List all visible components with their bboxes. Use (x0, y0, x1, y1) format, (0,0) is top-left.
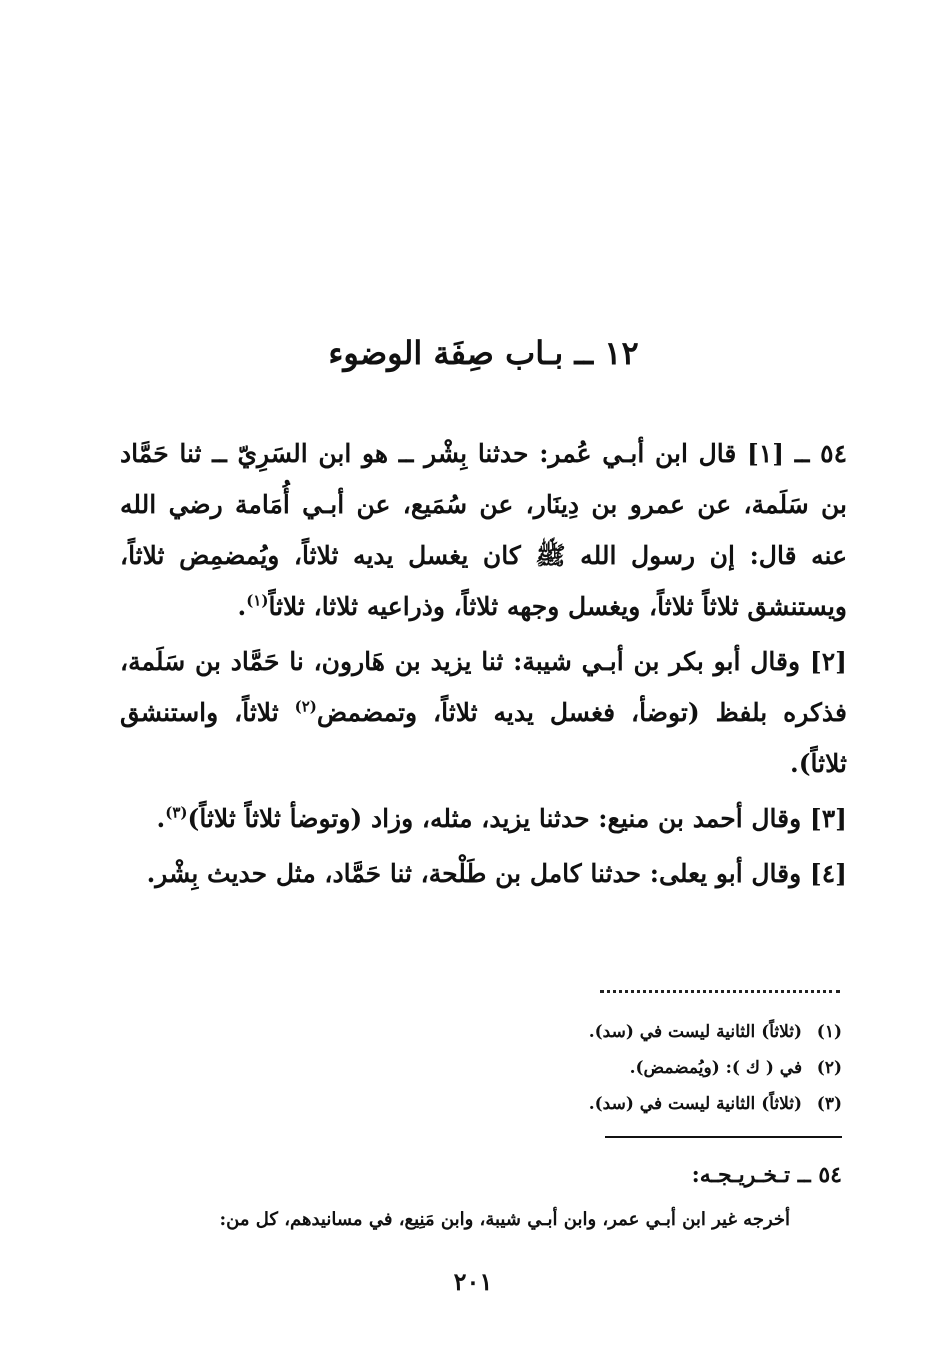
takhrij-text: أخرجه غير ابن أبـي عمر، وابن أبـي شيبة، وابن مَنِيع، في مسانيدهم، كل من: (219, 1209, 790, 1230)
footnote-ref-3: (٣) (165, 803, 188, 822)
hadith-paragraph-2 (120, 636, 847, 789)
footnote-text: في ( ك ): (ويُمضمض). (629, 1058, 803, 1078)
footnote-number: (١) (816, 1022, 842, 1042)
footnote-text: (ثلاثاً) الثانية ليست في (سد). (588, 1022, 803, 1042)
paragraph-text: ٥٤ ــ [١] قال ابن أبـي عُمر: حدثنا بِشْر ــ هو ابن السَرِيّ ــ ثنا حَمَّاد بن سَلَمة، عن عمرو بن دِينَار، عن سُمَيع، عن أبـي أُمَامة رضي الله عنه قال: إن رسول الله ﷺ كان يغسل يديه ثلاثاً، ويُمضمِض ثلاثاً، ويستنشق ثلاثاً ثلاثاً، ويغسل وجهه ثلاثاً، وذراعيه ثلاثا، ثلاثاً (120, 439, 847, 621)
footnote-ref-2: (٢) (294, 697, 317, 716)
footnote-2 (300, 1050, 842, 1086)
paragraph-tail: ثلاثاً، واستنشق ثلاثاً). (120, 698, 847, 778)
paragraph-text: [٣] وقال أحمد بن منيع: حدثنا يزيد، مثله، وزاد (وتوضأ ثلاثاً ثلاثاً) (187, 804, 847, 833)
paragraph-text: [٢] وقال أبو بكر بن أبـي شيبة: ثنا يزيد بن هَارون، نا حَمَّاد بن سَلَمة، فذكره بلفظ (توضأ، فغسل يديه ثلاثاً، وتمضمض (120, 647, 847, 727)
page-number: ٢٠١ (453, 1267, 493, 1296)
chapter-title: ١٢ ــ بـاب صِفَة الوضوء (328, 334, 639, 372)
hadith-paragraph-1 (120, 428, 847, 632)
hadith-paragraph-4 (120, 848, 847, 899)
hadith-body (120, 428, 847, 903)
paragraph-tail: . (237, 592, 247, 621)
footnote-number: (٢) (816, 1058, 842, 1078)
paragraph-tail: . (156, 804, 166, 833)
footnote-ref-1: (١) (246, 591, 269, 610)
footnote-3 (300, 1086, 842, 1122)
footnote-number: (٣) (816, 1094, 842, 1114)
paragraph-text: [٤] وقال أبو يعلى: حدثنا كامل بن طَلْحة، ثنا حَمَّاد، مثل حديث بِشْر. (146, 859, 847, 888)
footnote-1 (300, 1014, 842, 1050)
takhrij-separator (605, 1136, 842, 1138)
takhrij-heading: ٥٤ ــ تـخـريـجـه: (691, 1162, 842, 1188)
footnote-separator-dotted (600, 990, 840, 993)
footnotes (300, 1014, 842, 1122)
hadith-paragraph-3 (120, 793, 847, 844)
footnote-text: (ثلاثاً) الثانية ليست في (سد). (588, 1094, 803, 1114)
